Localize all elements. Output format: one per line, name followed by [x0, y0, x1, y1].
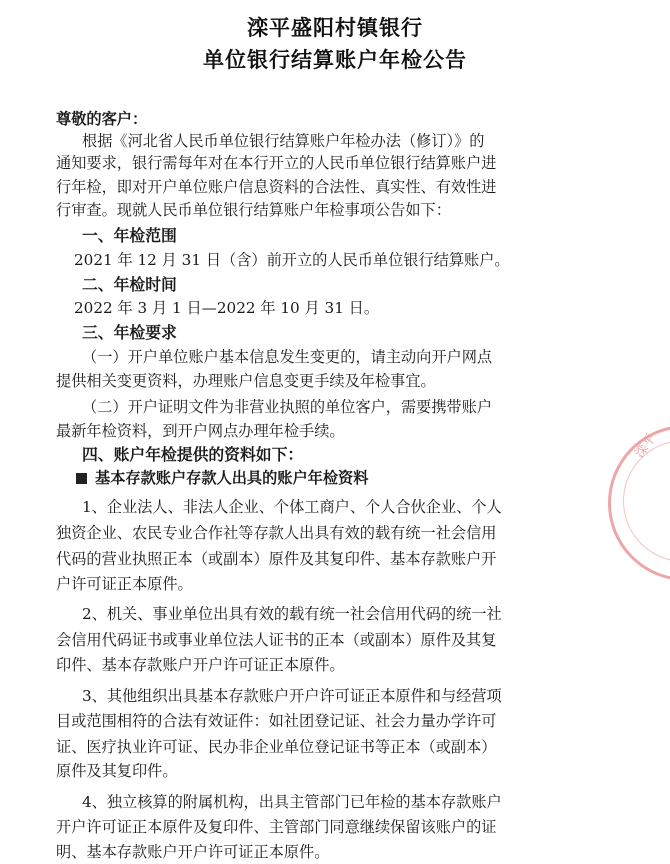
section-3-item-1-line: 提供相关变更资料，办理账户信息变更手续及年检事宜。 [56, 372, 436, 390]
item-4-line: 开户许可证正本原件及复印件、主管部门同意继续保留该账户的证 [56, 818, 497, 836]
section-1-text: 2021 年 12 月 31 日（含）前开立的人民币单位银行结算账户。 [74, 251, 510, 269]
item-4-line: 4、独立核算的附属机构，出具主管部门已年检的基本存款账户 [82, 793, 502, 811]
item-2-line: 印件、基本存款账户开户许可证正本原件。 [56, 656, 345, 674]
section-2-text: 2022 年 3 月 1 日—2022 年 10 月 31 日。 [74, 299, 380, 317]
section-4-heading: 四、账户年检提供的资料如下： [82, 445, 304, 464]
notice-title: 单位银行结算账户年检公告 [203, 48, 467, 72]
stamp-inner-ring [623, 440, 670, 562]
intro-line: 行审查。现就人民币单位银行结算账户年检事项公告如下： [56, 201, 451, 219]
greeting: 尊敬的客户： [56, 110, 148, 128]
stamp-text: 滦平 [632, 430, 660, 461]
section-1-heading: 一、年检范围 [82, 226, 177, 245]
section-4-subheading-text: 基本存款账户存款人出具的账户年检资料 [95, 469, 369, 487]
item-4-line: 明、基本存款账户开户许可证正本原件。 [56, 843, 330, 861]
section-3-item-1-line: （一）开户单位账户基本信息发生变更的，请主动向开户网点 [82, 348, 493, 366]
item-1-line: 代码的营业执照正本（或副本）原件及其复印件、基本存款账户开 [56, 550, 497, 568]
square-bullet-icon [76, 473, 87, 484]
item-1-line: 户许可证正本原件。 [56, 575, 193, 593]
item-2-line: 会信用代码证书或事业单位法人证书的正本（或副本）原件及其复 [56, 631, 497, 649]
item-2-line: 2、机关、事业单位出具有效的载有统一社会信用代码的统一社 [82, 605, 502, 623]
item-3-line: 证、医疗执业许可证、民办非企业单位登记证书等正本（或副本） [56, 738, 497, 756]
section-4-subheading [76, 468, 656, 489]
item-1-line: 独资企业、农民专业合作社等存款人出具有效的载有统一社会信用 [56, 524, 497, 542]
item-3-line: 原件及其复印件。 [56, 762, 178, 780]
item-3-line: 3、其他组织出具基本存款账户开户许可证正本原件和与经营项 [82, 687, 502, 705]
section-3-item-2-line: 最新年检资料，到开户网点办理年检手续。 [56, 422, 345, 440]
section-3-heading: 三、年检要求 [82, 323, 177, 342]
section-2-heading: 二、年检时间 [82, 275, 177, 294]
bank-name-title: 滦平盛阳村镇银行 [247, 16, 423, 40]
intro-line: 行年检，即对开户单位账户信息资料的合法性、真实性、有效性进 [56, 178, 497, 196]
item-3-line: 目或范围相符的合法有效证件：如社团登记证、社会力量办学许可 [56, 712, 497, 730]
section-3-item-2-line: （二）开户证明文件为非营业执照的单位客户，需要携带账户 [82, 398, 493, 416]
intro-line: 通知要求，银行需每年对在本行开立的人民币单位银行结算账户进 [56, 154, 497, 172]
intro-line: 根据《河北省人民币单位银行结算账户年检办法（修订）》的 [82, 132, 485, 150]
item-1-line: 1、企业法人、非法人企业、个体工商户、个人合伙企业、个人 [82, 498, 502, 516]
